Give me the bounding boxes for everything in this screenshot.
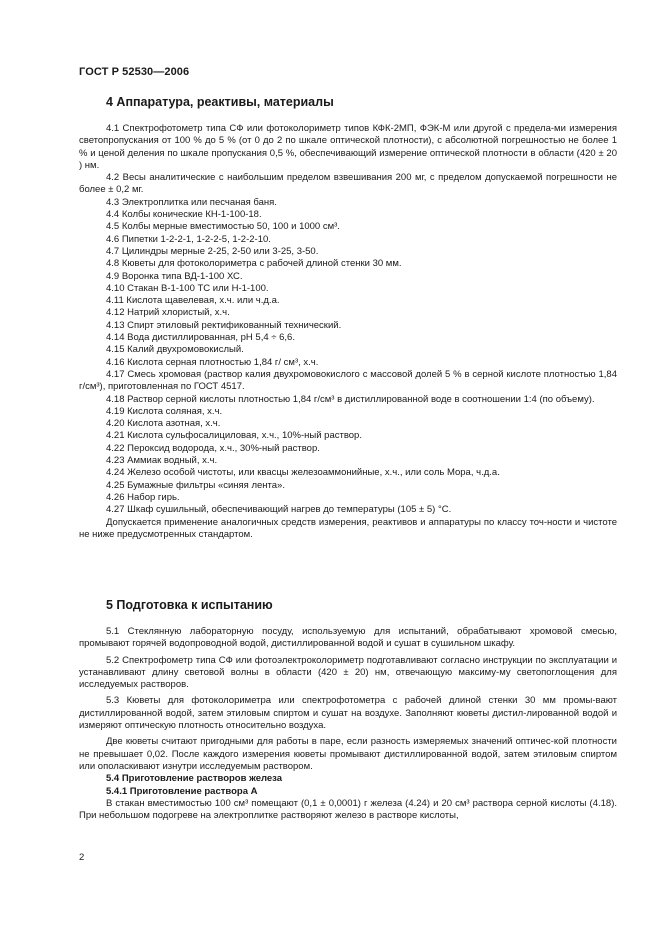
clause-item: 4.11 Кислота щавелевая, х.ч. или ч.д.а. <box>106 295 280 307</box>
clause-item: 4.27 Шкаф сушильный, обеспечивающий нагрев до температуры (105 ± 5) °С. <box>106 504 452 516</box>
clause-item: 4.9 Воронка типа ВД-1-100 ХС. <box>106 270 243 282</box>
clause-item: 4.25 Бумажные фильтры «синяя лента». <box>106 479 285 491</box>
clause-item: 4.21 Кислота сульфосалициловая, х.ч., 10%-ный раствор. <box>106 430 362 442</box>
clause-5-1: 5.1 Стеклянную лабораторную посуду, используемую для испытаний, обрабатывают хромовой смесью, промывают горячей водопроводной водой, дистиллированной водой и сушат в сушильном шкафу. <box>79 626 617 650</box>
note-paragraph: Допускается применение аналогичных средств измерения, реактивов и аппаратуры по классу точ-ности и чистоте не ниже предусмотренных стандартом. <box>79 516 617 540</box>
clause-item: 4.7 Цилиндры мерные 2-25, 2-50 или 3-25, 3-50. <box>106 245 319 257</box>
section-5-body <box>79 626 617 822</box>
clause-item: 4.16 Кислота серная плотностью 1,84 г/ см³, х.ч. <box>106 356 319 368</box>
clause-item: 4.20 Кислота азотная, х.ч. <box>106 418 221 430</box>
clause-4-1: 4.1 Спектрофотометр типа СФ или фотоколориметр типов КФК-2МП, ФЭК-М или другой с предела-ми измерения светопропускания от 100 % до 5 % (от 0 до 2 по шкале оптической плотности), с абсолютной погрешностью не более 1 % и ценой деления по шкале пропускания 0,5 %, обеспечивающий измерение оптической плотности в области (420 ± 20 ) нм. <box>79 123 617 171</box>
clause-item: 4.13 Спирт этиловый ректификованный технический. <box>106 319 342 331</box>
document-header: ГОСТ Р 52530—2006 <box>79 66 190 78</box>
section-4-body <box>79 123 617 541</box>
clause-item: 4.23 Аммиак водный, х.ч. <box>106 455 218 467</box>
clause-item: 4.26 Набор гирь. <box>106 491 180 503</box>
clause-4-17: 4.17 Смесь хромовая (раствор калия двухромовокислого с массовой долей 5 % в серной кислоте плотностью 1,84 г/см³), приготовленная по ГОСТ 4517. <box>79 368 617 393</box>
clause-item: 4.6 Пипетки 1-2-2-1, 1-2-2-5, 1-2-2-10. <box>106 233 271 245</box>
clause-5-3-continued: Две кюветы считают пригодными для работы в паре, если разность измеряемых значений оптичес-кой плотности не превышает 0,02. После каждого измерения кюветы промывают дистиллированной водой, затем этиловым спиртом или ополаскивают изнутри исследуемым раствором. <box>79 736 617 772</box>
clause-item: 4.8 Кюветы для фотоколориметра с рабочей длиной стенки 30 мм. <box>106 258 402 270</box>
page-number: 2 <box>79 852 85 863</box>
clause-item: 4.19 Кислота соляная, х.ч. <box>106 405 223 417</box>
clause-4-18: 4.18 Раствор серной кислоты плотностью 1,84 г/см³ в дистиллированной воде в соотношении 1:4 (по объему). <box>106 393 595 405</box>
clause-item: 4.5 Колбы мерные вместимостью 50, 100 и 1000 см³. <box>106 221 340 233</box>
clause-item: 4.15 Калий двухромовокислый. <box>106 344 244 356</box>
section-5-title: 5 Подготовка к испытанию <box>106 598 273 612</box>
clause-item: 4.3 Электроплитка или песчаная баня. <box>106 196 277 208</box>
clause-5-3: 5.3 Кюветы для фотоколориметра или спектрофотометра с рабочей длиной стенки 30 мм промы-вают дистиллированной водой, затем этиловым спиртом и сушат на воздухе. Заполняют кюветы дистил-лированной водой и измеряют оптическую плотность относительно воздуха. <box>79 695 617 732</box>
section-4-title: 4 Аппаратура, реактивы, материалы <box>106 95 334 109</box>
subsection-5-4-1-heading: 5.4.1 Приготовление раствора А <box>106 785 258 797</box>
clause-item: 4.10 Стакан В-1-100 ТС или Н-1-100. <box>106 282 269 294</box>
clause-4-2: 4.2 Весы аналитические с наибольшим пределом взвешивания 200 мг, с пределом допускаемой погрешности не более ± 0,2 мг. <box>79 172 617 196</box>
clause-item: 4.4 Колбы конические КН-1-100-18. <box>106 209 262 221</box>
clause-5-2: 5.2 Спектрофометр типа СФ или фотоэлектроколориметр подготавливают согласно инструкции по эксплуатации и устанавливают длину световой волны в области (420 ± 20) нм, отвечающую максиму-му светопоглощения для исследуемых растворов. <box>79 654 617 691</box>
clause-item: 4.12 Натрий хлористый, х.ч. <box>106 307 230 319</box>
clause-item: 4.24 Железо особой чистоты, или квасцы железоаммонийные, х.ч., или соль Мора, ч.д.а. <box>106 467 500 479</box>
clause-5-4-1: В стакан вместимостью 100 см³ помещают (0,1 ± 0,0001) г железа (4.24) и 20 см³ раствора серной кислоты (4.18). При небольшом подогреве на электроплитке растворяют железо в растворе кислоты, <box>79 797 617 822</box>
clause-item: 4.14 Вода дистиллированная, pH 5,4 ÷ 6,6. <box>106 332 295 344</box>
subsection-5-4-heading: 5.4 Приготовление растворов железа <box>106 773 283 785</box>
clause-item: 4.22 Пероксид водорода, х.ч., 30%-ный раствор. <box>106 442 320 454</box>
